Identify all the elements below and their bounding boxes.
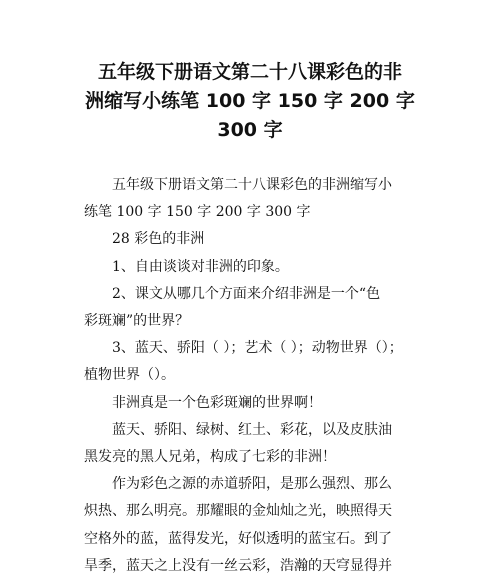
paragraph-line: 练笔 100 字 150 字 200 字 300 字 — [84, 204, 311, 221]
document-body — [84, 172, 430, 580]
paragraph-line: 炽热、那么明亮。那耀眼的金灿灿之光，映照得天 — [84, 503, 392, 520]
paragraph-line: 作为彩色之源的赤道骄阳，是那么强烈、那么 — [112, 476, 392, 493]
paragraph-line: 黑发亮的黑人兄弟，构成了七彩的非洲！ — [84, 449, 336, 466]
question-line: 植物世界（）。 — [84, 367, 175, 384]
paragraph-line: 空格外的蓝，蓝得发光，好似透明的蓝宝石。到了 — [84, 530, 392, 547]
question-line: 1、自由谈谈对非洲的印象。 — [112, 258, 289, 275]
document-title — [60, 58, 440, 145]
paragraph-line: 五年级下册语文第二十八课彩色的非洲缩写小 — [112, 177, 392, 193]
paragraph-line: 旱季，蓝天之上没有一丝云彩，浩瀚的天穹显得并 — [84, 557, 392, 574]
paragraph-line: 非洲真是一个色彩斑斓的世界啊！ — [112, 394, 322, 411]
paragraph-line: 蓝天、骄阳、绿树、红土、彩花，以及皮肤油 — [112, 421, 392, 438]
question-line: 3、蓝天、骄阳（ ）；艺术（ ）；动物世界（）； — [112, 340, 403, 357]
title-line-3: 300 字 — [217, 119, 283, 141]
question-line: 2、课文从哪几个方面来介绍非洲是一个“色 — [112, 285, 381, 302]
title-line-1: 五年级下册语文第二十八课彩色的非 — [97, 61, 402, 83]
title-line-2: 洲缩写小练笔 100 字 150 字 200 字 — [85, 90, 415, 112]
question-line: 彩斑斓”的世界？ — [84, 313, 190, 330]
section-heading: 28 彩色的非洲 — [112, 231, 205, 248]
